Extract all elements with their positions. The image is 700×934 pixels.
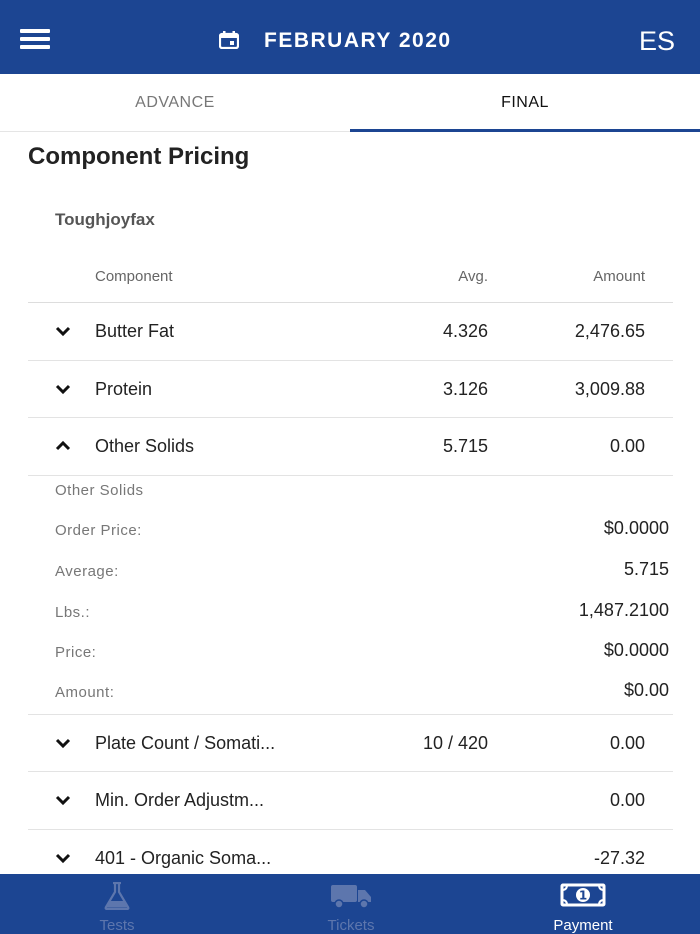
tab-bar <box>0 74 700 132</box>
detail-label: Amount: <box>55 683 115 701</box>
row-amount: 2,476.65 <box>574 321 645 341</box>
row-amount: 3,009.88 <box>574 378 645 399</box>
detail-value: 1,487.2100 <box>578 599 669 620</box>
row-name: Plate Count / Somati... <box>95 732 276 753</box>
other-solids-detail-panel <box>28 476 673 715</box>
row-avg: 5.715 <box>442 436 488 456</box>
row-avg: 10 / 420 <box>422 732 488 753</box>
table-row-min-order-adjustment[interactable] <box>28 772 673 830</box>
month-selector[interactable]: FEBRUARY 2020 <box>264 29 452 52</box>
row-name: Butter Fat <box>95 321 175 341</box>
chevron-down-icon <box>55 383 71 395</box>
row-amount: 0.00 <box>609 436 645 456</box>
table-row-other-solids[interactable] <box>28 418 673 476</box>
calendar-icon[interactable] <box>219 31 239 49</box>
column-header-amount: Amount <box>593 268 645 285</box>
detail-row-price <box>55 640 673 664</box>
nav-label: Payment <box>553 917 613 934</box>
bottom-navigation <box>0 874 700 934</box>
row-avg: 3.126 <box>442 378 488 399</box>
detail-row-lbs <box>55 600 673 624</box>
row-amount: 0.00 <box>609 732 645 753</box>
chevron-down-icon <box>55 852 71 864</box>
column-header-avg: Avg. <box>458 268 488 285</box>
chevron-up-icon <box>55 440 71 452</box>
table-row-butter-fat[interactable] <box>28 303 673 361</box>
row-name: Other Solids <box>95 436 195 456</box>
page-title: Component Pricing <box>28 143 250 170</box>
detail-value: $0.0000 <box>603 517 669 538</box>
truck-icon <box>330 882 372 910</box>
detail-label: Average: <box>55 562 119 580</box>
table-header <box>28 255 673 303</box>
detail-row-amount <box>55 680 673 704</box>
detail-value: 5.715 <box>623 558 669 579</box>
chevron-down-icon <box>55 737 71 749</box>
nav-payment[interactable] <box>466 874 700 934</box>
row-name: Protein <box>95 378 153 399</box>
user-avatar[interactable]: ES <box>638 26 675 56</box>
nav-tests[interactable] <box>0 874 234 934</box>
detail-row-average <box>55 559 673 583</box>
tab-final[interactable]: FINAL <box>501 94 549 111</box>
detail-title: Other Solids <box>55 481 144 499</box>
nav-label: Tickets <box>327 917 375 934</box>
detail-label: Order Price: <box>55 521 142 539</box>
row-name: Min. Order Adjustm... <box>95 790 265 810</box>
table-row-plate-count[interactable] <box>28 715 673 773</box>
tab-advance[interactable]: ADVANCE <box>135 94 215 111</box>
row-amount: 0.00 <box>609 790 645 810</box>
row-amount: -27.32 <box>593 847 645 868</box>
row-name: 401 - Organic Soma... <box>95 847 272 868</box>
detail-label: Price: <box>55 643 97 661</box>
detail-row-order-price <box>55 518 673 542</box>
row-avg: 4.326 <box>442 321 488 341</box>
detail-value: $0.00 <box>623 679 669 700</box>
active-tab-indicator <box>350 129 700 132</box>
nav-label: Tests <box>99 917 135 934</box>
table-row-protein[interactable] <box>28 361 673 419</box>
flask-icon <box>104 882 130 910</box>
chevron-down-icon <box>55 325 71 337</box>
farm-name: Toughjoyfax <box>55 210 155 229</box>
chevron-down-icon <box>55 794 71 806</box>
detail-label: Lbs.: <box>55 603 91 621</box>
money-icon <box>560 882 606 908</box>
hamburger-menu-icon[interactable] <box>20 29 50 49</box>
svg-text:1: 1 <box>578 888 588 903</box>
nav-tickets[interactable] <box>234 874 468 934</box>
app-header <box>0 0 700 74</box>
component-table <box>28 255 673 887</box>
column-header-component: Component <box>95 268 173 285</box>
detail-value: $0.0000 <box>603 639 669 660</box>
